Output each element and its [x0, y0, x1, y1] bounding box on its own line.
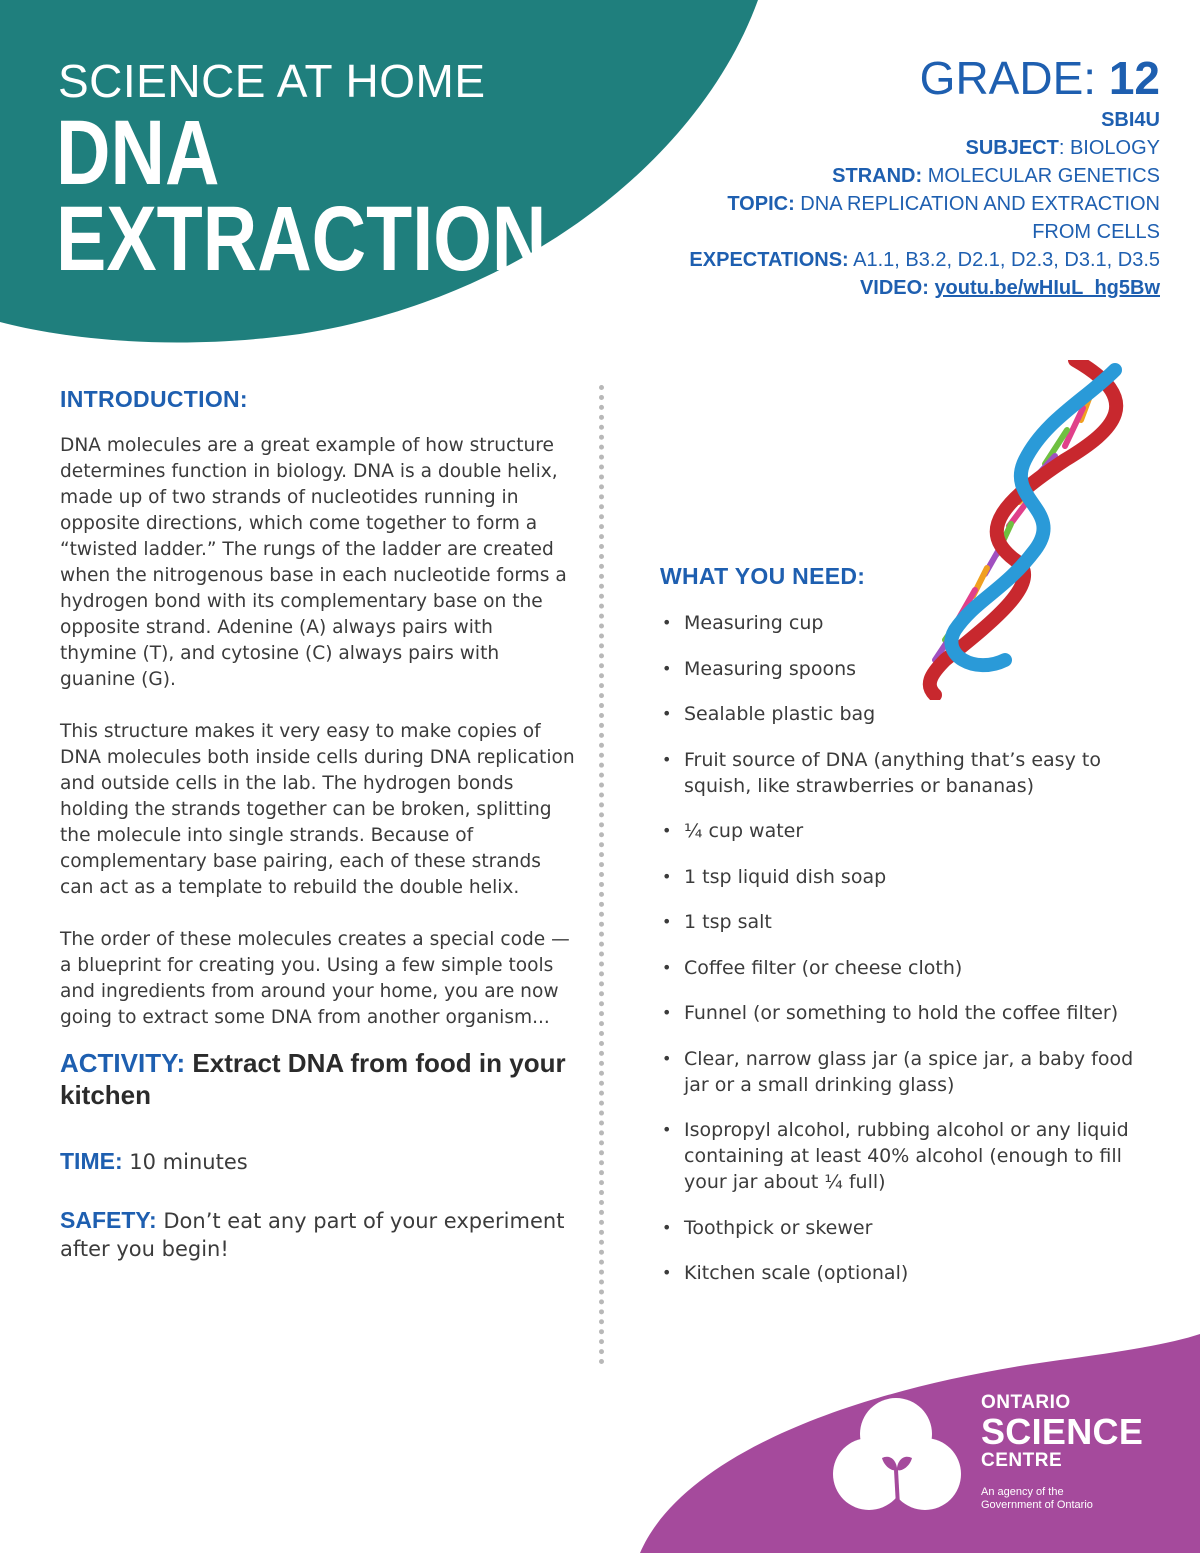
- page-title: [56, 102, 547, 290]
- time-key: TIME:: [60, 1148, 123, 1174]
- list-item: • Funnel (or something to hold the coffee filter): [660, 1000, 1160, 1026]
- logo-wordmark: [981, 1392, 1143, 1512]
- expectations-key: EXPECTATIONS:: [689, 249, 849, 271]
- introduction-paragraph-2: This structure makes it very easy to make copies of DNA molecules both inside cells during DNA replication and outside cells in the lab. The hydrogen bonds holding the strands together can be broken, splitting the molecule into single strands. Because of complementary base pairing, each of these strands can act as a template to rebuild the double helix.: [60, 721, 575, 898]
- strand-key: STRAND:: [832, 165, 923, 187]
- topic-line: [600, 190, 1160, 218]
- safety-line: [60, 1206, 575, 1263]
- introduction-heading: INTRODUCTION:: [60, 386, 248, 412]
- list-item: • Measuring cup: [660, 610, 1160, 636]
- page-title-line-1: DNA: [56, 102, 220, 204]
- strand-value: MOLECULAR GENETICS: [922, 165, 1160, 187]
- list-item: • Isopropyl alcohol, rubbing alcohol or any liquid containing at least 40% alcohol (enough to fill your jar about ¼ full): [660, 1117, 1160, 1195]
- video-line: [600, 274, 1160, 302]
- agency-line-2: Government of Ontario: [981, 1499, 1093, 1511]
- ontario-science-centre-logo-icon: [826, 1396, 976, 1516]
- left-column: [60, 386, 575, 1293]
- subject-key: SUBJECT: [965, 137, 1059, 159]
- topic-key: TOPIC:: [727, 193, 795, 215]
- list-item: • Clear, narrow glass jar (a spice jar, a baby food jar or a small drinking glass): [660, 1046, 1160, 1098]
- activity-key: ACTIVITY:: [60, 1048, 186, 1078]
- safety-value: Don’t eat any part of your experiment after you begin!: [60, 1209, 565, 1261]
- safety-key: SAFETY:: [60, 1207, 157, 1233]
- agency-note: [981, 1486, 1143, 1512]
- logo-line-2: SCIENCE: [981, 1411, 1144, 1452]
- logo-line-1: ONTARIO: [981, 1392, 1071, 1413]
- what-you-need-heading: WHAT YOU NEED:: [660, 563, 866, 589]
- curriculum-meta: [600, 50, 1160, 302]
- activity-value: Extract DNA from food in your kitchen: [60, 1048, 566, 1110]
- list-item: • Sealable plastic bag: [660, 701, 1160, 727]
- course-code: [600, 106, 1160, 134]
- list-item: • Kitchen scale (optional): [660, 1260, 1160, 1286]
- video-key: VIDEO:: [859, 277, 929, 299]
- video-link[interactable]: youtu.be/wHIuL_hg5Bw: [934, 277, 1160, 299]
- column-divider: [599, 385, 604, 1365]
- topic-value-2: FROM CELLS: [1032, 221, 1160, 243]
- subject-value: : BIOLOGY: [1058, 137, 1160, 159]
- strand-line: [600, 162, 1160, 190]
- time-value: 10 minutes: [122, 1150, 248, 1174]
- grade-value: 12: [1108, 52, 1160, 104]
- grade-label: [600, 50, 1160, 106]
- list-item: • 1 tsp salt: [660, 909, 1160, 935]
- introduction-paragraph-3: The order of these molecules creates a special code — a blueprint for creating you. Using a few simple tools and ingredients from around your home, you are now going to extract some DNA from another organism...: [60, 929, 570, 1028]
- list-item: • 1 tsp liquid dish soap: [660, 864, 1160, 890]
- introduction-paragraph-1: DNA molecules are a great example of how structure determines function in biology. DNA is a double helix, made up of two strands of nucleotides running in opposite directions, which come together to form a “twisted ladder.” The rungs of the ladder are created when the nitrogenous base in each nucleotide forms a hydrogen bond with its complementary base on the opposite strand. Adenine (A) always pairs with thymine (T), and cytosine (C) always pairs with guanine (G).: [60, 435, 567, 690]
- list-item: • Toothpick or skewer: [660, 1215, 1160, 1241]
- subject-line: [600, 134, 1160, 162]
- series-title: SCIENCE AT HOME: [58, 55, 486, 107]
- logo-line-3: CENTRE: [981, 1450, 1063, 1471]
- time-line: [60, 1147, 575, 1176]
- grade-key: GRADE:: [919, 52, 1109, 104]
- topic-line-2: [600, 218, 1160, 246]
- list-item: • Fruit source of DNA (anything that’s easy to squish, like strawberries or bananas): [660, 747, 1160, 799]
- list-item: • Coffee filter (or cheese cloth): [660, 955, 1160, 981]
- activity-line: [60, 1047, 575, 1111]
- right-column: [660, 563, 1160, 1306]
- materials-list: [660, 610, 1160, 1286]
- list-item: • Measuring spoons: [660, 656, 1160, 682]
- course-code-text: SBI4U: [1101, 109, 1160, 131]
- agency-line-1: An agency of the: [981, 1486, 1064, 1498]
- expectations-value: A1.1, B3.2, D2.1, D2.3, D3.1, D3.5: [848, 249, 1160, 271]
- expectations-line: [600, 246, 1160, 274]
- list-item: • ¼ cup water: [660, 818, 1160, 844]
- page-title-line-2: EXTRACTION: [56, 188, 547, 290]
- topic-value-1: DNA REPLICATION AND EXTRACTION: [794, 193, 1160, 215]
